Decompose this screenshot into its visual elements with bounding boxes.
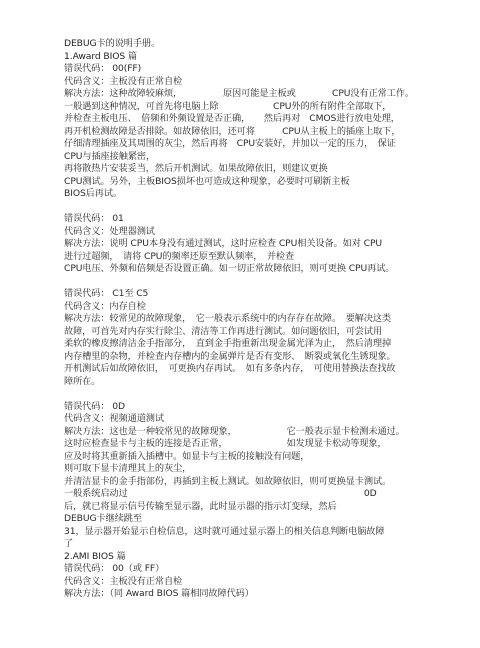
error-code-line: 错误代码： 00（或 FF） [64, 563, 165, 574]
body-line: CPU电压、外频和倍频是否设置正确。如一切正常故障依旧，则可更换 CPU再试。 [64, 263, 395, 274]
body-line: 开机测试后如故障依旧， 可更换内存再试。 如有多条内存， 可使用替换法查找故 [64, 363, 396, 374]
body-line: 障所在。 [64, 375, 101, 387]
code-meaning-line: 代码含义：视频通道测试 [64, 413, 164, 424]
solution-line: 解决方法：这种故障较麻烦， 原因可能是主板或 CPU没有正常工作。 [64, 88, 415, 99]
solution-line: 解决方法：说明 CPU本身没有通过测试，这时应检查 CPU相关设备。如对 CPU [64, 238, 383, 249]
body-line: 柔软的橡皮擦清洁金手指部分， 直到金手指重新出现金属光泽为止， 然后清理掉 [64, 338, 392, 349]
body-line: 了 [64, 538, 74, 549]
body-line: BIOS后再试。 [64, 188, 123, 199]
error-code-line: 错误代码： 0D [64, 400, 125, 412]
body-line: 这时应检查显卡与主板的连接是否正常， 如发现显卡松动等现象， [64, 438, 387, 449]
error-code-line: 错误代码： C1至 C5 [64, 288, 149, 299]
body-line: 31，显示器开始显示自检信息，这时就可通过显示器上的相关信息判断电脑故障 [64, 525, 385, 537]
paragraph-gap [64, 201, 440, 214]
code-meaning-line: 代码含义：主板没有正常自检 [64, 75, 183, 87]
solution-line: 解决方法：这也是一种较常见的故障现象， 它一般表示显卡检测未通过。 [64, 425, 405, 437]
body-line: 应及时将其重新插入插槽中。如显卡与主板的接触没有问题， [64, 450, 310, 462]
paragraph-gap [64, 276, 440, 289]
body-line: DEBUG卡继续跳至 [64, 513, 142, 524]
body-line: 则可取下显卡清理其上的灰尘， [64, 463, 192, 474]
body-line: 后，就已将显示信号传输至显示器，此时显示器的指示灯变绿，然后 [64, 500, 337, 512]
doc-title: DEBUG卡的说明手册。 [64, 38, 161, 49]
solution-line: 解决方法：较常见的故障现象， 它一般表示系统中的内存存在故障。 要解决这类 [64, 313, 392, 324]
section-heading-award: 1.Award BIOS 篇 [64, 50, 137, 62]
body-line: 故障，可首先对内存实行除尘、清洁等工作再进行测试。如问题依旧，可尝试用 [64, 325, 383, 337]
error-code-line: 错误代码： 00(FF) [64, 63, 142, 74]
body-line: 一般系统启动过 0D [64, 488, 377, 499]
code-meaning-line: 代码含义：内存自检 [64, 300, 146, 312]
body-line: 并检查主板电压、 倍频和外频设置是否正确， 然后再对 CMOS进行放电处理， [64, 113, 400, 124]
body-line: 进行过超频， 请将 CPU的频率还原至默认频率， 并检查 [64, 250, 295, 262]
body-line: 仔细清理插座及其周围的灰尘，然后再将 CPU安装好，并加以一定的压力， 保证 [64, 138, 396, 149]
solution-line: 解决方法：（同 Award BIOS 篇相同故障代码） [64, 588, 254, 599]
body-line: 一般遇到这种情况，可首先将电脑上除 CPU外的所有附件全部取下， [64, 100, 392, 112]
code-meaning-line: 代码含义：主板没有正常自检 [64, 575, 183, 587]
body-line: CPU测试。另外，主板BIOS损坏也可造成这种现象，必要时可刷新主板 [64, 175, 350, 187]
body-line: 内存槽里的杂物，并检查内存槽内的金属弹片是否有变形、 断裂或氧化生锈现象。 [64, 350, 396, 362]
body-line: CPU与插座接触紧密， [64, 150, 156, 162]
body-line: 并清洁显卡的金手指部份，再插到主板上测试。如故障依旧，则可更换显卡测试。 [64, 475, 392, 487]
error-code-line: 错误代码： 01 [64, 213, 124, 224]
body-line: 再开机检测故障是否排除。如故障依旧，还可将 CPU从主板上的插座上取下， [64, 125, 401, 137]
paragraph-gap [64, 388, 440, 401]
section-heading-ami: 2.AMI BIOS 篇 [64, 550, 126, 562]
code-meaning-line: 代码含义：处理器测试 [64, 225, 155, 237]
body-line: 再将散热片安装妥当，然后开机测试。如果故障依旧，则建议更换 [64, 163, 328, 174]
